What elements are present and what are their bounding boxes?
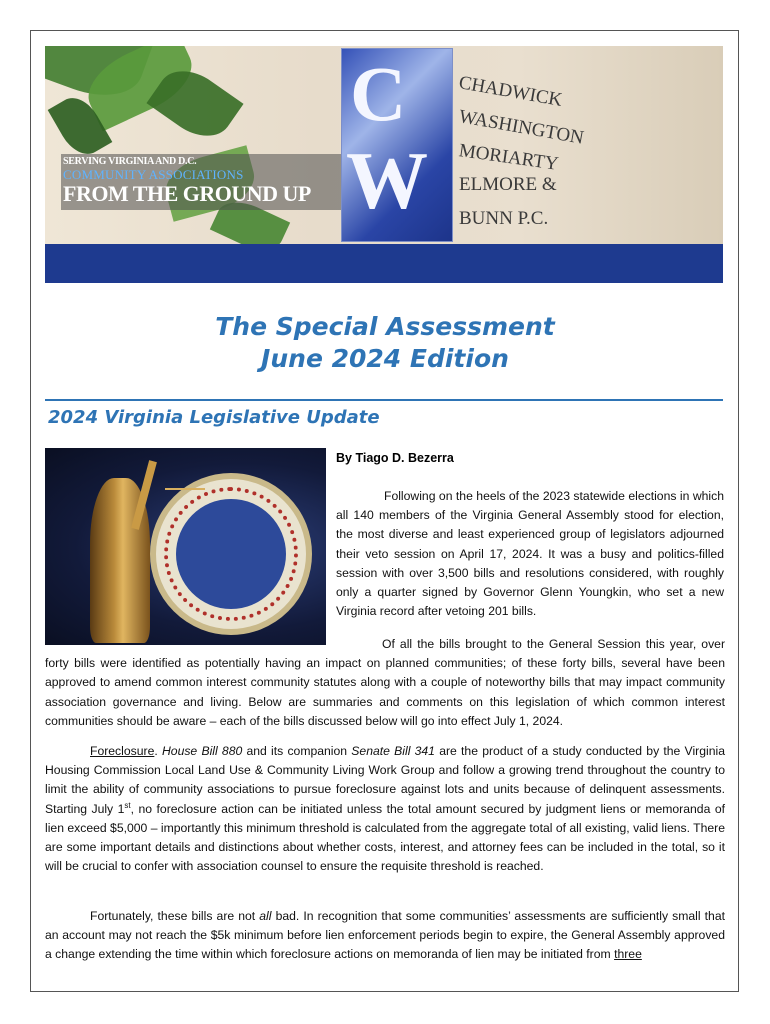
house-bill-880: House Bill 880 (161, 744, 243, 758)
superscript-st: st (124, 800, 131, 810)
paragraph-fortunately (45, 907, 725, 965)
justice-scale (165, 488, 205, 530)
logo-letter-w: W (346, 135, 428, 226)
logo-letter-c: C (350, 50, 407, 137)
banner-blue-bar (45, 244, 723, 283)
text-run: and its companion (242, 744, 352, 758)
firm-name (459, 66, 585, 236)
foreclosure-heading: Foreclosure (90, 744, 155, 758)
article-byline: By Tiago D. Bezerra (336, 451, 454, 465)
paragraph-foreclosure (45, 742, 725, 876)
underlined-three: three (614, 947, 642, 962)
lady-justice-virginia-seal-photo (45, 448, 326, 645)
section-heading: 2024 Virginia Legislative Update (48, 407, 380, 428)
text-run: , no foreclosure action can be initiated unless the total amount secured by judgment liens or memoranda of lien exceed $5,000 – importantly this minimum threshold is calculated from the aggregate total of all existing, valid liens. There are some important details and distinctions about whether costs, interest, and attorney fees can be included in the total, so it will be crucial to confer with association counsel to ensure the requisite threshold is reached. (45, 801, 725, 874)
firm-line: ELMORE & (459, 174, 557, 195)
text-run: . (154, 744, 162, 758)
paragraph-intro: Following on the heels of the 2023 statewide elections in which all 140 members of the Virginia General Assembly stood for election, the most diverse and least experienced group of legislators adjourned their veto session on April 17, 2024. It was a busy and politics-filled session with over 3,500 bills and resolutions considered, with roughly only a quarter signed by Governor Glenn Youngkin, who set a new Virginia record after vetoing 201 bills. (336, 489, 724, 619)
firm-line: BUNN P.C. (459, 208, 549, 229)
text-run: Fortunately, these bills are not (90, 909, 260, 923)
title-divider (45, 399, 723, 401)
tagline-community: COMMUNITY ASSOCIATIONS (63, 167, 244, 182)
tagline-ground-up: FROM THE GROUND UP (63, 181, 311, 206)
emphasis-all: all (259, 909, 272, 923)
text-run: bad. In recognition that some communities’ assessments are sufficiently small that an account may not reach the $5k minimum before lien enforcement periods begin to expire, the General Assembly approved a change extending the time within which foreclosure actions on memoranda of lien may be initiated from (45, 909, 725, 962)
firm-line: WASHINGTON (457, 106, 586, 149)
paragraph-bills-overview: Of all the bills brought to the General Session this year, over forty bills were identified as potentially having an impact on planned communities; of these forty bills, several have been approved to amend common interest community statutes along with a couple of noteworthy bills that may impact community association governance and living. Below are summaries and comments on this legislation of which common interest communities should be aware – each of the bills discussed below will go into effect July 1, 2024. (45, 637, 725, 728)
newsletter-title: The Special Assessment (215, 312, 555, 341)
newsletter-edition: June 2024 Edition (261, 344, 509, 373)
header-banner-image (45, 46, 723, 244)
senate-bill-341: Senate Bill 341 (351, 744, 435, 758)
text-run: are the product of a study conducted by the Virginia Housing Commission Local Land Use & Community Living Work Group and follow a growing trend throughout the country to limit the ability of community associations to pursue foreclosure against lots and units because of delinquent assessments. Starting July 1 (45, 744, 725, 816)
cw-logo (341, 48, 453, 242)
tagline-serving: SERVING VIRGINIA AND D.C. (63, 156, 197, 167)
firm-line: CHADWICK (457, 72, 564, 111)
firm-line: MORIARTY (457, 140, 560, 175)
